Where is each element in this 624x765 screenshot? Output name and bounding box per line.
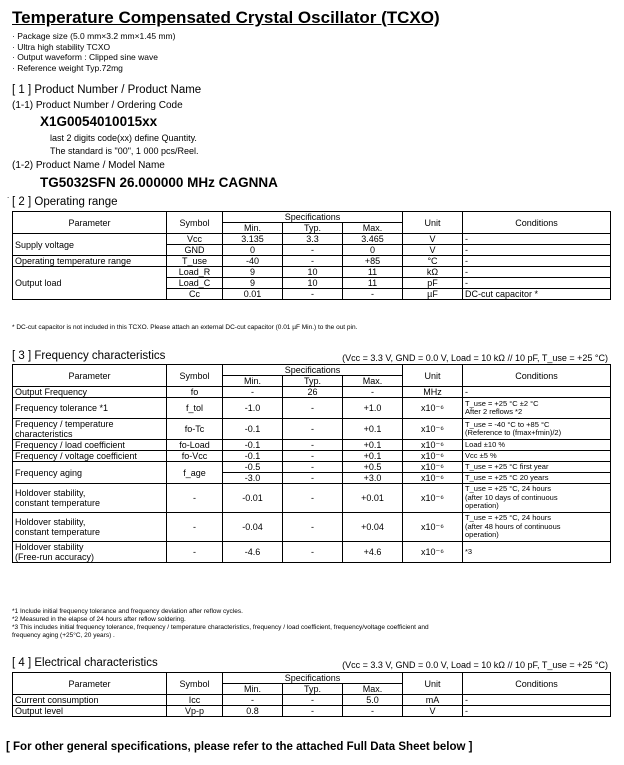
section-4-conditions: (Vcc = 3.3 V, GND = 0.0 V, Load = 10 kΩ // 10 pF, T_use = +25 °C) xyxy=(342,660,608,670)
ordering-code: X1G0054010015xx xyxy=(40,114,158,129)
table-row: Output level Vp-p 0.8 - - V - xyxy=(13,706,611,717)
header-conditions: Conditions xyxy=(463,365,611,387)
table-row: Frequency aging f_age -0.5 - +0.5 x10⁻⁶ T_use = +25 °C first year xyxy=(13,462,611,473)
header-specifications: Specifications xyxy=(223,673,403,684)
header-unit: Unit xyxy=(403,212,463,234)
section-3-heading: [ 3 ] Frequency characteristics xyxy=(12,350,166,362)
operating-range-footnote: * DC-cut capacitor is not included in this TCXO. Please attach an external DC-cut capacitor (0.01 µF Min.) to the out pin. xyxy=(12,324,358,331)
ordering-code-label: (1-1) Product Number / Ordering Code xyxy=(12,100,183,111)
operating-range-table xyxy=(12,211,611,300)
header-conditions: Conditions xyxy=(463,673,611,695)
header-parameter: Parameter xyxy=(13,212,167,234)
frequency-footnotes: *1 Include initial frequency tolerance and frequency deviation after reflow cycles. *2 Measured in the elapse of 24 hours after reflow soldering. *3 This includes initial frequency tolerance, frequency / temperature characteristics, frequency / load coefficient, frequency/voltage coefficient and frequency aging (+25°C, 20 years) . xyxy=(12,608,429,639)
table-row: Supply voltage Vcc 3.135 3.3 3.465 V - xyxy=(13,234,611,245)
header-min: Min. xyxy=(223,684,283,695)
table-row: Load_C 9 10 11 pF - xyxy=(13,278,611,289)
section-1-heading: [ 1 ] Product Number / Product Name xyxy=(12,84,202,96)
feature-list xyxy=(12,31,175,73)
table-row: Cc 0.01 - - µF DC-cut capacitor * xyxy=(13,289,611,300)
header-max: Max. xyxy=(343,376,403,387)
header-min: Min. xyxy=(223,223,283,234)
header-symbol: Symbol xyxy=(167,212,223,234)
header-min: Min. xyxy=(223,376,283,387)
header-unit: Unit xyxy=(403,673,463,695)
table-row: Output Frequency fo - 26 - MHz - xyxy=(13,387,611,398)
frequency-table xyxy=(12,364,611,563)
feature-item: · Package size (5.0 mm×3.2 mm×1.45 mm) xyxy=(12,31,176,41)
header-typ: Typ. xyxy=(283,376,343,387)
table-row: -3.0 - +3.0 x10⁻⁶ T_use = +25 °C 20 years xyxy=(13,473,611,484)
feature-item: · Output waveform : Clipped sine wave xyxy=(12,52,158,62)
reel-note: The standard is "00", 1 000 pcs/Reel. xyxy=(50,146,199,156)
table-row: GND 0 - 0 V - xyxy=(13,245,611,256)
header-symbol: Symbol xyxy=(167,365,223,387)
header-conditions: Conditions xyxy=(463,212,611,234)
table-row: Frequency / temperature characteristics fo-Tc -0.1 - +0.1 x10⁻⁶ T_use = -40 °C to +85 °C (Reference to (fmax+fmin)/2) xyxy=(13,419,611,440)
section-2-heading: [ 2 ] Operating range xyxy=(12,196,118,208)
header-typ: Typ. xyxy=(283,223,343,234)
page-title: Temperature Compensated Crystal Oscillator (TCXO) xyxy=(12,8,440,27)
header-unit: Unit xyxy=(403,365,463,387)
section-4-heading: [ 4 ] Electrical characteristics xyxy=(12,657,158,669)
model-name: TG5032SFN 26.000000 MHz CAGNNA xyxy=(40,175,278,190)
header-specifications: Specifications xyxy=(223,365,403,376)
table-row: Holdover stability (Free-run accuracy) - -4.6 - +4.6 x10⁻⁶ *3 xyxy=(13,542,611,563)
header-symbol: Symbol xyxy=(167,673,223,695)
table-row: Holdover stability, constant temperature - -0.01 - +0.01 x10⁻⁶ T_use = +25 °C, 24 hours (after 10 days of continuous operation) xyxy=(13,484,611,513)
header-max: Max. xyxy=(343,684,403,695)
bullet-dot: . xyxy=(7,191,10,200)
table-row: Frequency / voltage coefficient fo-Vcc -0.1 - +0.1 x10⁻⁶ Vcc ±5 % xyxy=(13,451,611,462)
full-datasheet-note: [ For other general specifications, please refer to the attached Full Data Sheet below ] xyxy=(6,741,473,753)
feature-item: · Ultra high stability TCXO xyxy=(12,41,111,52)
header-specifications: Specifications xyxy=(223,212,403,223)
table-row: Holdover stability, constant temperature - -0.04 - +0.04 x10⁻⁶ T_use = +25 °C, 24 hours (after 48 hours of continuous operation) xyxy=(13,513,611,542)
table-row: Frequency / load coefficient fo-Load -0.1 - +0.1 x10⁻⁶ Load ±10 % xyxy=(13,440,611,451)
table-row: Operating temperature range T_use -40 - +85 °C - xyxy=(13,256,611,267)
header-parameter: Parameter xyxy=(13,365,167,387)
section-3-conditions: (Vcc = 3.3 V, GND = 0.0 V, Load = 10 kΩ // 10 pF, T_use = +25 °C) xyxy=(342,353,608,363)
electrical-table xyxy=(12,672,611,717)
quantity-note: last 2 digits code(xx) define Quantity. xyxy=(50,133,197,143)
table-row: Frequency tolerance *1 f_tol -1.0 - +1.0 x10⁻⁶ T_use = +25 °C ±2 °C After 2 reflows *2 xyxy=(13,398,611,419)
model-name-label: (1-2) Product Name / Model Name xyxy=(12,160,165,171)
table-row: Current consumption Icc - - 5.0 mA - xyxy=(13,695,611,706)
table-row: Output load Load_R 9 10 11 kΩ - xyxy=(13,267,611,278)
header-typ: Typ. xyxy=(283,684,343,695)
feature-item: · Reference weight Typ.72mg xyxy=(12,62,123,73)
header-max: Max. xyxy=(343,223,403,234)
header-parameter: Parameter xyxy=(13,673,167,695)
